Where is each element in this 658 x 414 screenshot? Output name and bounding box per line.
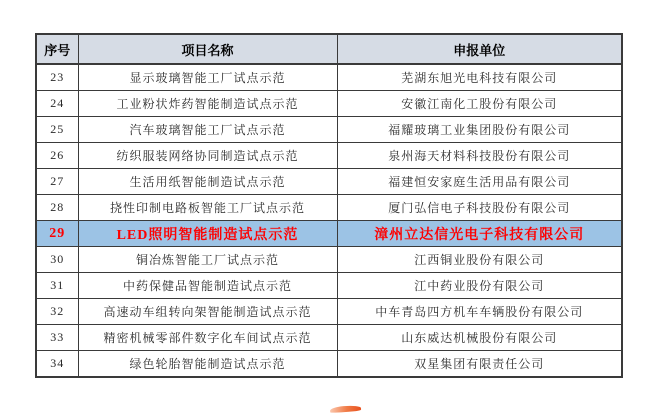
table-row <box>36 143 622 169</box>
cell-applicant-unit: 双星集团有限责任公司 <box>337 351 622 378</box>
cell-serial-number: 26 <box>36 143 78 169</box>
projects-table <box>35 33 623 378</box>
table-row <box>36 221 622 247</box>
cell-serial-number: 34 <box>36 351 78 378</box>
cell-project-name: 生活用纸智能制造试点示范 <box>78 169 337 195</box>
cell-applicant-unit: 山东威达机械股份有限公司 <box>337 325 622 351</box>
cell-applicant-unit: 中车青岛四方机车车辆股份有限公司 <box>337 299 622 325</box>
cell-serial-number: 29 <box>36 221 78 247</box>
header-row <box>36 34 622 64</box>
table-body <box>36 64 622 377</box>
cell-project-name: LED照明智能制造试点示范 <box>78 221 337 247</box>
table-row <box>36 195 622 221</box>
table-row <box>36 325 622 351</box>
cell-serial-number: 30 <box>36 247 78 273</box>
cell-project-name: 纺织服装网络协同制造试点示范 <box>78 143 337 169</box>
cell-project-name: 挠性印制电路板智能工厂试点示范 <box>78 195 337 221</box>
table-header <box>36 34 622 64</box>
table-row <box>36 273 622 299</box>
cell-applicant-unit: 福建恒安家庭生活用品有限公司 <box>337 169 622 195</box>
header-project-name: 项目名称 <box>78 34 337 64</box>
cell-serial-number: 33 <box>36 325 78 351</box>
cell-serial-number: 28 <box>36 195 78 221</box>
cell-project-name: 显示玻璃智能工厂试点示范 <box>78 64 337 91</box>
table-row <box>36 351 622 378</box>
cell-project-name: 精密机械零部件数字化车间试点示范 <box>78 325 337 351</box>
table-row <box>36 299 622 325</box>
cell-project-name: 工业粉状炸药智能制造试点示范 <box>78 91 337 117</box>
cell-applicant-unit: 泉州海天材料科技股份有限公司 <box>337 143 622 169</box>
cell-serial-number: 27 <box>36 169 78 195</box>
table-row <box>36 117 622 143</box>
cell-project-name: 铜冶炼智能工厂试点示范 <box>78 247 337 273</box>
cell-project-name: 绿色轮胎智能制造试点示范 <box>78 351 337 378</box>
table-row <box>36 247 622 273</box>
cell-applicant-unit: 芜湖东旭光电科技有限公司 <box>337 64 622 91</box>
table-row <box>36 169 622 195</box>
cell-serial-number: 32 <box>36 299 78 325</box>
cell-project-name: 中药保健品智能制造试点示范 <box>78 273 337 299</box>
cell-applicant-unit: 厦门弘信电子科技股份有限公司 <box>337 195 622 221</box>
orange-swoosh-icon <box>330 405 361 414</box>
cell-serial-number: 25 <box>36 117 78 143</box>
cell-applicant-unit: 江中药业股份有限公司 <box>337 273 622 299</box>
cell-serial-number: 31 <box>36 273 78 299</box>
cell-serial-number: 24 <box>36 91 78 117</box>
cell-serial-number: 23 <box>36 64 78 91</box>
cell-applicant-unit: 江西铜业股份有限公司 <box>337 247 622 273</box>
cell-project-name: 高速动车组转向架智能制造试点示范 <box>78 299 337 325</box>
cell-applicant-unit: 福耀玻璃工业集团股份有限公司 <box>337 117 622 143</box>
header-applicant-unit: 申报单位 <box>337 34 622 64</box>
header-no: 序号 <box>36 34 78 64</box>
table-row <box>36 64 622 91</box>
cell-applicant-unit: 漳州立达信光电子科技有限公司 <box>337 221 622 247</box>
table-row <box>36 91 622 117</box>
cell-project-name: 汽车玻璃智能工厂试点示范 <box>78 117 337 143</box>
cell-applicant-unit: 安徽江南化工股份有限公司 <box>337 91 622 117</box>
